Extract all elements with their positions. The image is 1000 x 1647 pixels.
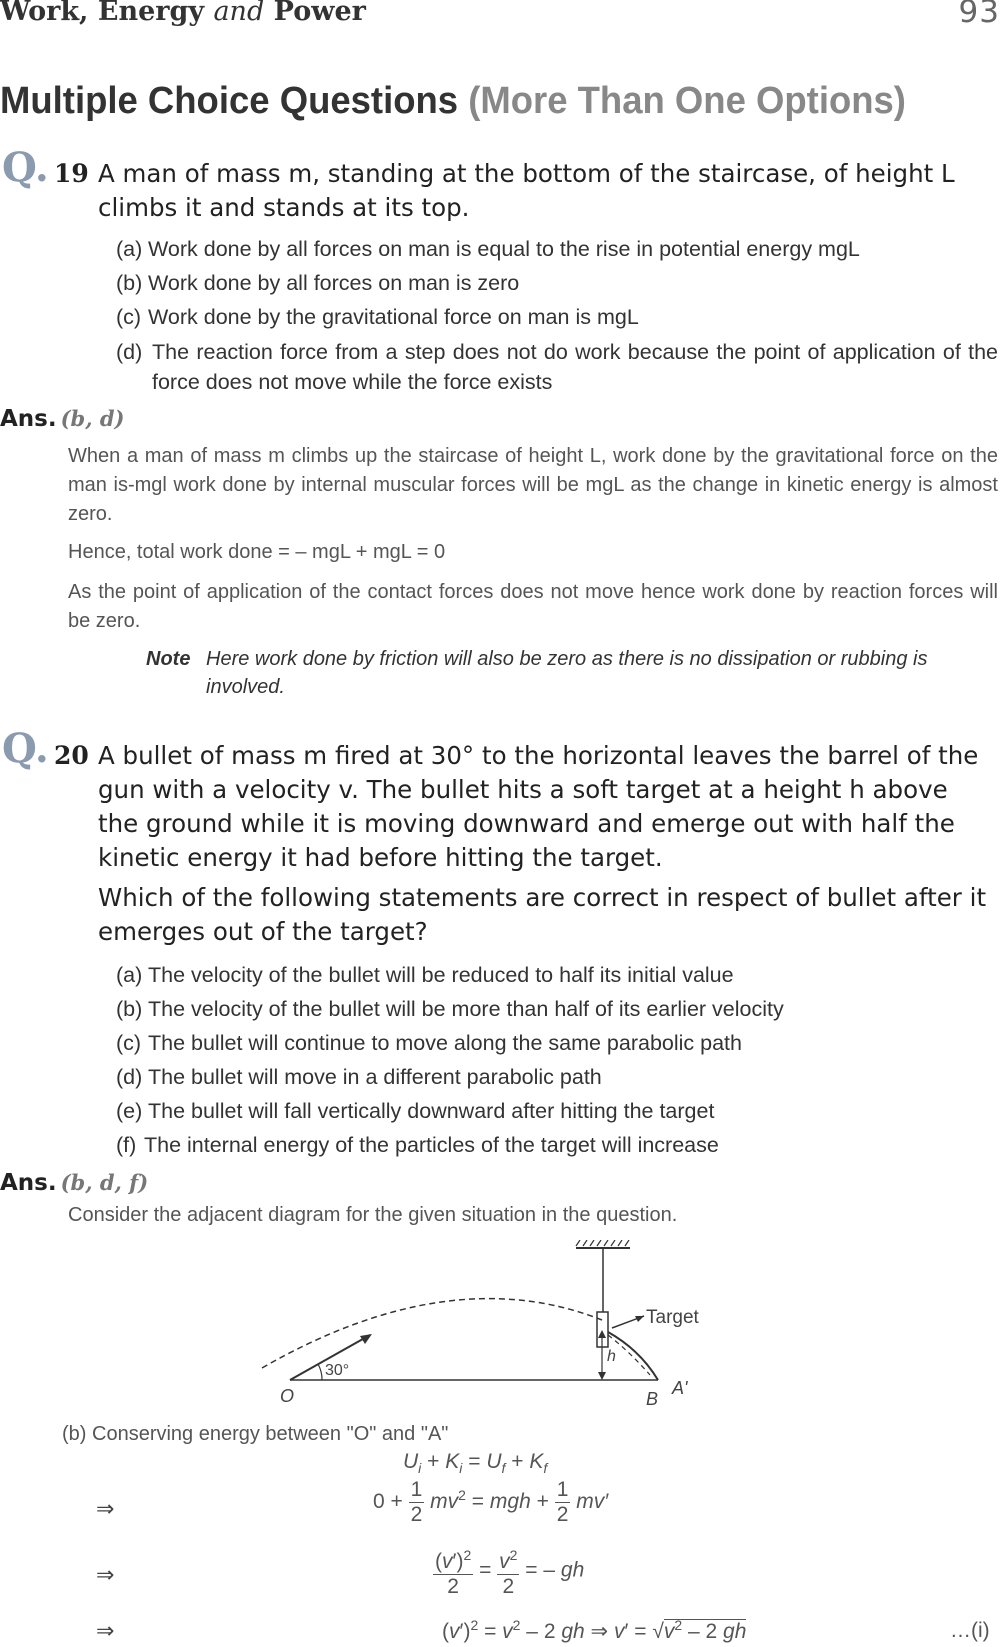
option-label: (a) (116, 237, 143, 261)
q19-answer (0, 406, 124, 432)
implies-arrow: ⇒ (96, 1563, 115, 1588)
note-label: Note (146, 648, 191, 670)
option-label: (e) (116, 1099, 143, 1123)
q19-number: 19 (54, 159, 89, 188)
option-label: (c) (116, 1031, 142, 1055)
q20-intro: Consider the adjacent diagram for the given situation in the question. (68, 1204, 678, 1226)
height-arrow-bottom (598, 1372, 606, 1380)
implies-arrow: ⇒ (96, 1497, 115, 1522)
q19-explanation-2: Hence, total work done = – mgL + mgL = 0 (68, 541, 446, 563)
angle-label: 30° (325, 1362, 350, 1379)
q20-option-d (116, 1062, 602, 1092)
origin-label: O (280, 1386, 295, 1406)
q20-option-c (116, 1028, 742, 1058)
q19-explanation-1: When a man of mass m climbs up the staircase of height L, work done by the gravitational force on the man is-mgl work done by internal muscular forces will be mgL as the change in kinetic energy is almost zero. (68, 445, 998, 525)
section-title: Multiple Choice Questions (0, 80, 459, 122)
q20-option-e (116, 1096, 714, 1126)
implies-arrow: ⇒ (96, 1619, 115, 1644)
option-label: (f) (116, 1133, 137, 1157)
q19-option-d (116, 337, 998, 397)
q20-stem-line6: emerges out of the target? (98, 917, 428, 946)
answer-label: Ans. (0, 1170, 57, 1196)
title-and: and (213, 0, 265, 27)
q19-stem-line2: climbs it and stands at its top. (98, 193, 470, 222)
option-text: The bullet will continue to move along the same parabolic path (148, 1031, 742, 1055)
section-heading (0, 80, 906, 123)
q20-solution-intro: (b) Conserving energy between "O" and "A" (62, 1423, 449, 1445)
option-label: (b) (116, 997, 143, 1021)
page-number: 93 (958, 0, 1000, 30)
trajectory-curve (262, 1299, 602, 1368)
q20-number: 20 (54, 741, 89, 770)
q20-stem-line3: the ground while it is moving downward and emerge out with half the (98, 809, 955, 838)
answer-label: Ans. (0, 406, 57, 432)
equation-energy-conservation: $U_i + K_i = U_f + K_f$ (403, 1450, 548, 1477)
option-label: (d) (116, 340, 143, 364)
q19-explanation-3: As the point of application of the contact forces does not move hence work done by reaction forces will be zero. (68, 581, 998, 632)
q20-stem-line1: A bullet of mass m fired at 30° to the horizontal leaves the barrel of the (98, 741, 979, 770)
equation-step-3: $\frac{(v')^2}{2}$ = $\frac{v^2}{2}$ = – gh (433, 1543, 584, 1599)
title-part2: Power (273, 0, 366, 27)
q20-stem-line4: kinetic energy it had before hitting the target. (98, 843, 663, 872)
q20-option-b (116, 994, 784, 1024)
option-label: (b) (116, 271, 143, 295)
equation-marker: (i) (971, 1619, 990, 1642)
q19-option-c (116, 302, 996, 332)
q19-mark: Q. (2, 144, 49, 191)
equation-number: …(i) (950, 1619, 990, 1642)
q19-note (146, 645, 946, 701)
option-text: The bullet will move in a different parabolic path (148, 1065, 602, 1089)
ceiling-hatch (576, 1240, 629, 1246)
option-text: The velocity of the bullet will be reduced to half its initial value (148, 963, 734, 987)
q20-option-a (116, 960, 734, 990)
answer-value: (b, d) (60, 406, 125, 431)
q20-option-f (116, 1130, 719, 1160)
option-text: Work done by all forces on man is zero (148, 271, 520, 295)
target-label: Target (646, 1307, 699, 1328)
title-part1: Work, Energy (0, 0, 205, 27)
option-label: (c) (116, 305, 142, 329)
option-label: (d) (116, 1065, 143, 1089)
running-title (0, 0, 366, 27)
point-b-label: B (646, 1389, 659, 1409)
option-text: Work done by the gravitational force on man is mgL (148, 305, 639, 329)
q19-stem-line1: A man of mass m, standing at the bottom of the staircase, of height L (98, 159, 955, 188)
q20-stem-line5: Which of the following statements are correct in respect of bullet after it (98, 883, 987, 912)
section-subtitle: (More Than One Options) (468, 80, 906, 122)
equation-step-2: 0 + $\frac{1}{2}$ $mv^2$ = mgh + $\frac{1}{2}$ mv′ (373, 1478, 609, 1526)
q20-stem-line2: gun with a velocity v. The bullet hits a soft target at a height h above (98, 775, 948, 804)
projectile-diagram (250, 1240, 750, 1420)
q20-answer (0, 1170, 148, 1196)
answer-value: (b, d, f) (60, 1170, 149, 1195)
option-text: The bullet will fall vertically downward after hitting the target (148, 1099, 715, 1123)
height-label: h (607, 1348, 616, 1365)
q20-mark: Q. (2, 725, 49, 772)
q19-option-b (116, 268, 996, 298)
option-text: The reaction force from a step does not do work because the point of application of the force does not move while the force exists (152, 340, 998, 394)
q19-option-a (116, 234, 996, 264)
option-text: The velocity of the bullet will be more than half of its earlier velocity (148, 997, 784, 1021)
note-text: Here work done by friction will also be zero as there is no dissipation or rubbing is involved. (206, 648, 928, 698)
option-label: (a) (116, 963, 143, 987)
option-text: Work done by all forces on man is equal to the rise in potential energy mgL (148, 237, 860, 261)
point-a-label: A' (672, 1378, 688, 1398)
equation-step-4: $(v')^2 = v^2 - 2$ gh ⇒ $v' = √v^2 - 2$ gh (442, 1617, 747, 1643)
option-text: The internal energy of the particles of the target will increase (144, 1133, 719, 1157)
angle-arc (318, 1364, 322, 1380)
